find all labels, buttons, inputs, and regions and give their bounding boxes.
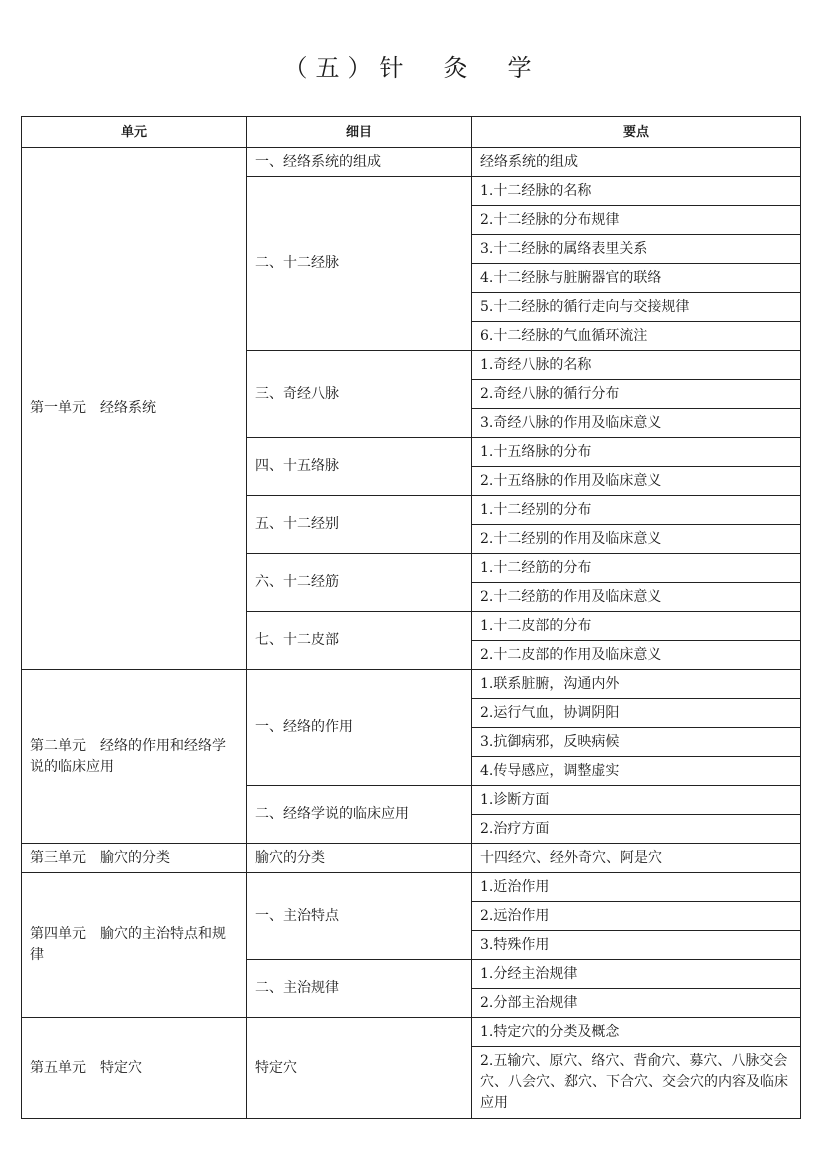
point-cell: 1.十二经筋的分布 (472, 554, 801, 583)
point-cell: 1.分经主治规律 (472, 960, 801, 989)
item-cell: 腧穴的分类 (247, 844, 472, 873)
item-cell: 二、十二经脉 (247, 177, 472, 351)
point-cell: 3.特殊作用 (472, 931, 801, 960)
item-cell: 二、主治规律 (247, 960, 472, 1018)
item-cell: 七、十二皮部 (247, 612, 472, 670)
point-cell: 1.十二经脉的名称 (472, 177, 801, 206)
point-cell: 3.奇经八脉的作用及临床意义 (472, 409, 801, 438)
item-cell: 四、十五络脉 (247, 438, 472, 496)
point-cell: 1.特定穴的分类及概念 (472, 1018, 801, 1047)
item-cell: 一、经络系统的组成 (247, 148, 472, 177)
point-cell: 1.十五络脉的分布 (472, 438, 801, 467)
point-cell: 1.十二皮部的分布 (472, 612, 801, 641)
item-cell: 一、主治特点 (247, 873, 472, 960)
item-cell: 五、十二经别 (247, 496, 472, 554)
item-cell: 一、经络的作用 (247, 670, 472, 786)
point-cell: 十四经穴、经外奇穴、阿是穴 (472, 844, 801, 873)
unit-cell: 第一单元 经络系统 (22, 148, 247, 670)
table-row (22, 1018, 801, 1047)
item-cell: 三、奇经八脉 (247, 351, 472, 438)
table-row (22, 873, 801, 902)
unit-cell: 第二单元 经络的作用和经络学说的临床应用 (22, 670, 247, 844)
unit-cell: 第五单元 特定穴 (22, 1018, 247, 1119)
point-cell: 1.联系脏腑，沟通内外 (472, 670, 801, 699)
point-cell: 6.十二经脉的气血循环流注 (472, 322, 801, 351)
point-cell: 3.十二经脉的属络表里关系 (472, 235, 801, 264)
header-item: 细目 (247, 117, 472, 148)
point-cell: 1.十二经别的分布 (472, 496, 801, 525)
point-cell: 2.治疗方面 (472, 815, 801, 844)
point-cell: 2.十五络脉的作用及临床意义 (472, 467, 801, 496)
point-cell: 2.十二经脉的分布规律 (472, 206, 801, 235)
page-title: （五）针 灸 学 (283, 54, 540, 83)
point-cell: 2.十二皮部的作用及临床意义 (472, 641, 801, 670)
unit-cell: 第三单元 腧穴的分类 (22, 844, 247, 873)
point-cell: 4.传导感应，调整虚实 (472, 757, 801, 786)
item-cell: 六、十二经筋 (247, 554, 472, 612)
point-cell: 2.十二经别的作用及临床意义 (472, 525, 801, 554)
table-header-row (22, 117, 801, 148)
item-cell: 二、经络学说的临床应用 (247, 786, 472, 844)
table-row (22, 148, 801, 177)
point-cell: 1.奇经八脉的名称 (472, 351, 801, 380)
point-cell: 经络系统的组成 (472, 148, 801, 177)
point-cell: 2.奇经八脉的循行分布 (472, 380, 801, 409)
syllabus-table (21, 116, 801, 1119)
point-cell: 5.十二经脉的循行走向与交接规律 (472, 293, 801, 322)
unit-cell: 第四单元 腧穴的主治特点和规律 (22, 873, 247, 1018)
point-cell: 2.运行气血，协调阴阳 (472, 699, 801, 728)
point-cell: 2.分部主治规律 (472, 989, 801, 1018)
table-row (22, 670, 801, 699)
point-cell: 3.抗御病邪，反映病候 (472, 728, 801, 757)
point-cell: 1.诊断方面 (472, 786, 801, 815)
point-cell: 2.远治作用 (472, 902, 801, 931)
point-cell: 4.十二经脉与脏腑器官的联络 (472, 264, 801, 293)
item-cell: 特定穴 (247, 1018, 472, 1119)
point-cell: 2.五输穴、原穴、络穴、背俞穴、募穴、八脉交会穴、八会穴、郄穴、下合穴、交会穴的内容及临床应用 (472, 1047, 801, 1119)
point-cell: 2.十二经筋的作用及临床意义 (472, 583, 801, 612)
table-row (22, 844, 801, 873)
header-point: 要点 (472, 117, 801, 148)
point-cell: 1.近治作用 (472, 873, 801, 902)
header-unit: 单元 (22, 117, 247, 148)
